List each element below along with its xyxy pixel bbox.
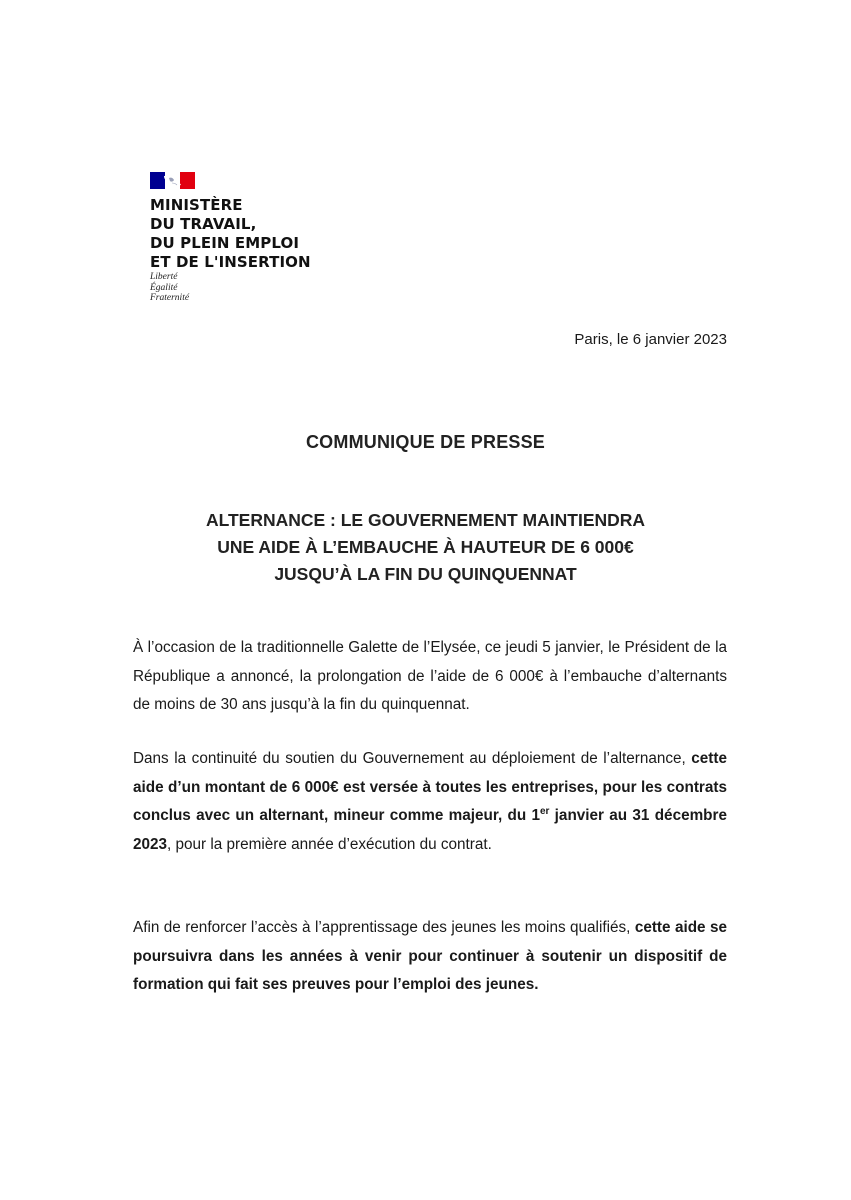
- paragraph-3: [133, 914, 727, 1000]
- ministry-line-4: ET DE L'INSERTION: [150, 253, 311, 271]
- paragraph-3-emphasis: cette aide se poursuivra dans les années à venir pour continuer à soutenir un dispositif de formation qui fait ses preuves pour l’emploi des jeunes.: [133, 919, 727, 993]
- paragraph-2-intro: Dans la continuité du soutien du Gouvernement au déploiement de l’alternance,: [133, 750, 692, 767]
- paragraph-2-bold-a: cette aide d’un montant de 6 000€ est versée à toutes les entreprises, pour les contrats conclus avec un alternant, mineur comme majeur, du 1: [133, 750, 727, 824]
- motto-fraternite: Fraternité: [150, 293, 190, 303]
- paragraph-1: À l’occasion de la traditionnelle Galette de l’Elysée, ce jeudi 5 janvier, le Président de la République a annoncé, la prolongation de l’aide de 6 000€ à l’embauche d’alternants de moins de 30 ans jusqu’à la fin du quinquennat.: [133, 639, 727, 713]
- headline-line-3: JUSQU’À LA FIN DU QUINQUENNAT: [274, 564, 577, 584]
- paragraph-2-bold-b: janvier au 31 décembre 2023: [133, 807, 727, 853]
- paragraph-2: [133, 745, 727, 859]
- ministry-line-3: DU PLEIN EMPLOI: [150, 234, 300, 252]
- ministry-line-1: MINISTÈRE: [150, 196, 243, 214]
- paragraph-2-superscript: er: [539, 806, 550, 817]
- headline-line-2: UNE AIDE À L’EMBAUCHE À HAUTEUR DE 6 000€: [217, 537, 634, 557]
- press-release-headline: [0, 507, 851, 588]
- marianne-flag-icon: [150, 172, 195, 189]
- motto-liberte: Liberté: [150, 272, 178, 282]
- document-date: Paris, le 6 janvier 2023: [574, 331, 727, 348]
- motto-egalite: Égalité: [150, 282, 178, 293]
- paragraph-3-intro: Afin de renforcer l’accès à l’apprentissage des jeunes les moins qualifiés,: [133, 919, 635, 936]
- document-type-heading: COMMUNIQUE DE PRESSE: [305, 432, 546, 452]
- paragraph-2-outro: , pour la première année d’exécution du contrat.: [167, 835, 492, 853]
- headline-line-1: ALTERNANCE : LE GOUVERNEMENT MAINTIENDRA: [205, 510, 646, 530]
- ministry-name: [150, 196, 311, 272]
- ministry-line-2: DU TRAVAIL,: [150, 215, 257, 233]
- republic-motto: [150, 272, 189, 304]
